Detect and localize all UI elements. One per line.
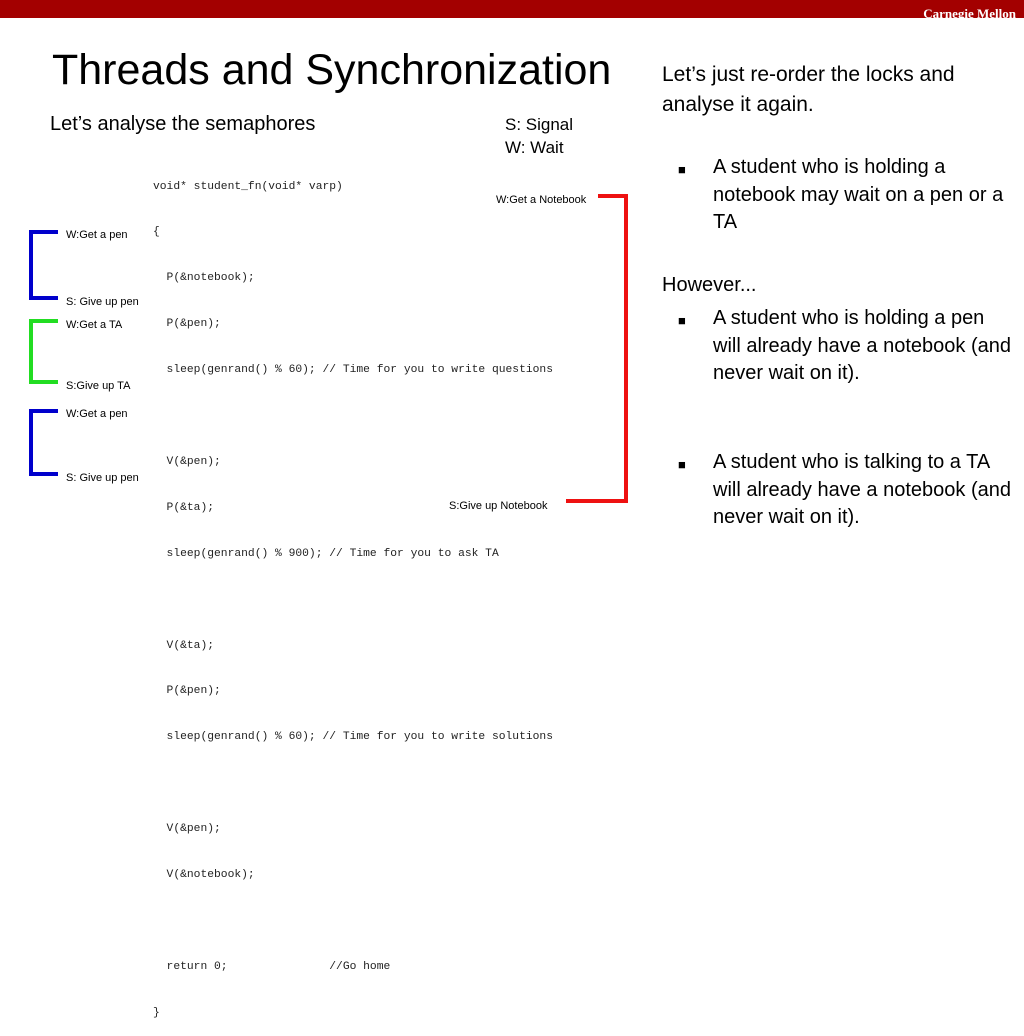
- pen-bracket-1: [31, 232, 58, 298]
- bullet-ta-talker: A student who is talking to a TA will already have a notebook (and never wait on it).: [713, 451, 1011, 528]
- code-line: P(&pen);: [153, 318, 221, 331]
- right-panel: [662, 60, 1014, 120]
- annotation-give-up-ta: S:Give up TA: [66, 380, 131, 392]
- bullet-marker-icon: ■: [678, 162, 686, 177]
- bullet-notebook-wait: A student who is holding a notebook may wait on a pen or a TA: [713, 156, 1004, 233]
- code-line: V(&pen);: [153, 455, 221, 468]
- however-label: However...: [662, 274, 757, 296]
- annotation-get-pen: W:Get a pen: [66, 229, 128, 241]
- code-line: V(&ta);: [153, 639, 215, 652]
- code-line: [153, 593, 553, 608]
- code-line: }: [153, 1006, 160, 1019]
- code-line: P(&notebook);: [153, 272, 255, 285]
- legend-wait: W: Wait: [505, 138, 564, 157]
- code-line: P(&ta);: [153, 501, 215, 514]
- annotation-get-ta: W:Get a TA: [66, 319, 123, 331]
- code-line: sleep(genrand() % 60); // Time for you to write questions: [153, 364, 553, 377]
- lead-text: Let’s just re-order the locks and analyse it again.: [662, 63, 955, 116]
- annotation-give-up-notebook: S:Give up Notebook: [449, 500, 548, 512]
- slide-title: Threads and Synchronization: [52, 46, 612, 94]
- code-line: sleep(genrand() % 60); // Time for you to write solutions: [153, 731, 553, 744]
- brand-logo-text: Carnegie Mellon: [923, 6, 1016, 21]
- code-line: P(&pen);: [153, 685, 221, 698]
- code-line: [153, 776, 553, 791]
- annotation-give-up-pen-2: S: Give up pen: [66, 472, 139, 484]
- code-line: [153, 914, 553, 929]
- annotation-get-notebook: W:Get a Notebook: [496, 194, 587, 206]
- annotation-get-pen-2: W:Get a pen: [66, 408, 128, 420]
- code-line: {: [153, 226, 160, 239]
- annotation-give-up-pen: S: Give up pen: [66, 296, 139, 308]
- ta-bracket: [31, 321, 58, 382]
- bullet-marker-icon: ■: [678, 457, 686, 472]
- legend-signal: S: Signal: [505, 115, 574, 134]
- bullet-marker-icon: ■: [678, 313, 686, 328]
- code-line: sleep(genrand() % 900); // Time for you to ask TA: [153, 547, 499, 560]
- code-line: V(&pen);: [153, 823, 221, 836]
- slide-subtitle: Let’s analyse the semaphores: [50, 113, 316, 135]
- pen-bracket-2: [31, 411, 58, 474]
- bullet-pen-holder: A student who is holding a pen will already have a notebook (and never wait on it).: [713, 307, 1011, 384]
- code-line: void* student_fn(void* varp): [153, 180, 343, 193]
- code-line: V(&notebook);: [153, 868, 255, 881]
- code-line: return 0; //Go home: [153, 960, 391, 973]
- notebook-bracket: [566, 196, 626, 501]
